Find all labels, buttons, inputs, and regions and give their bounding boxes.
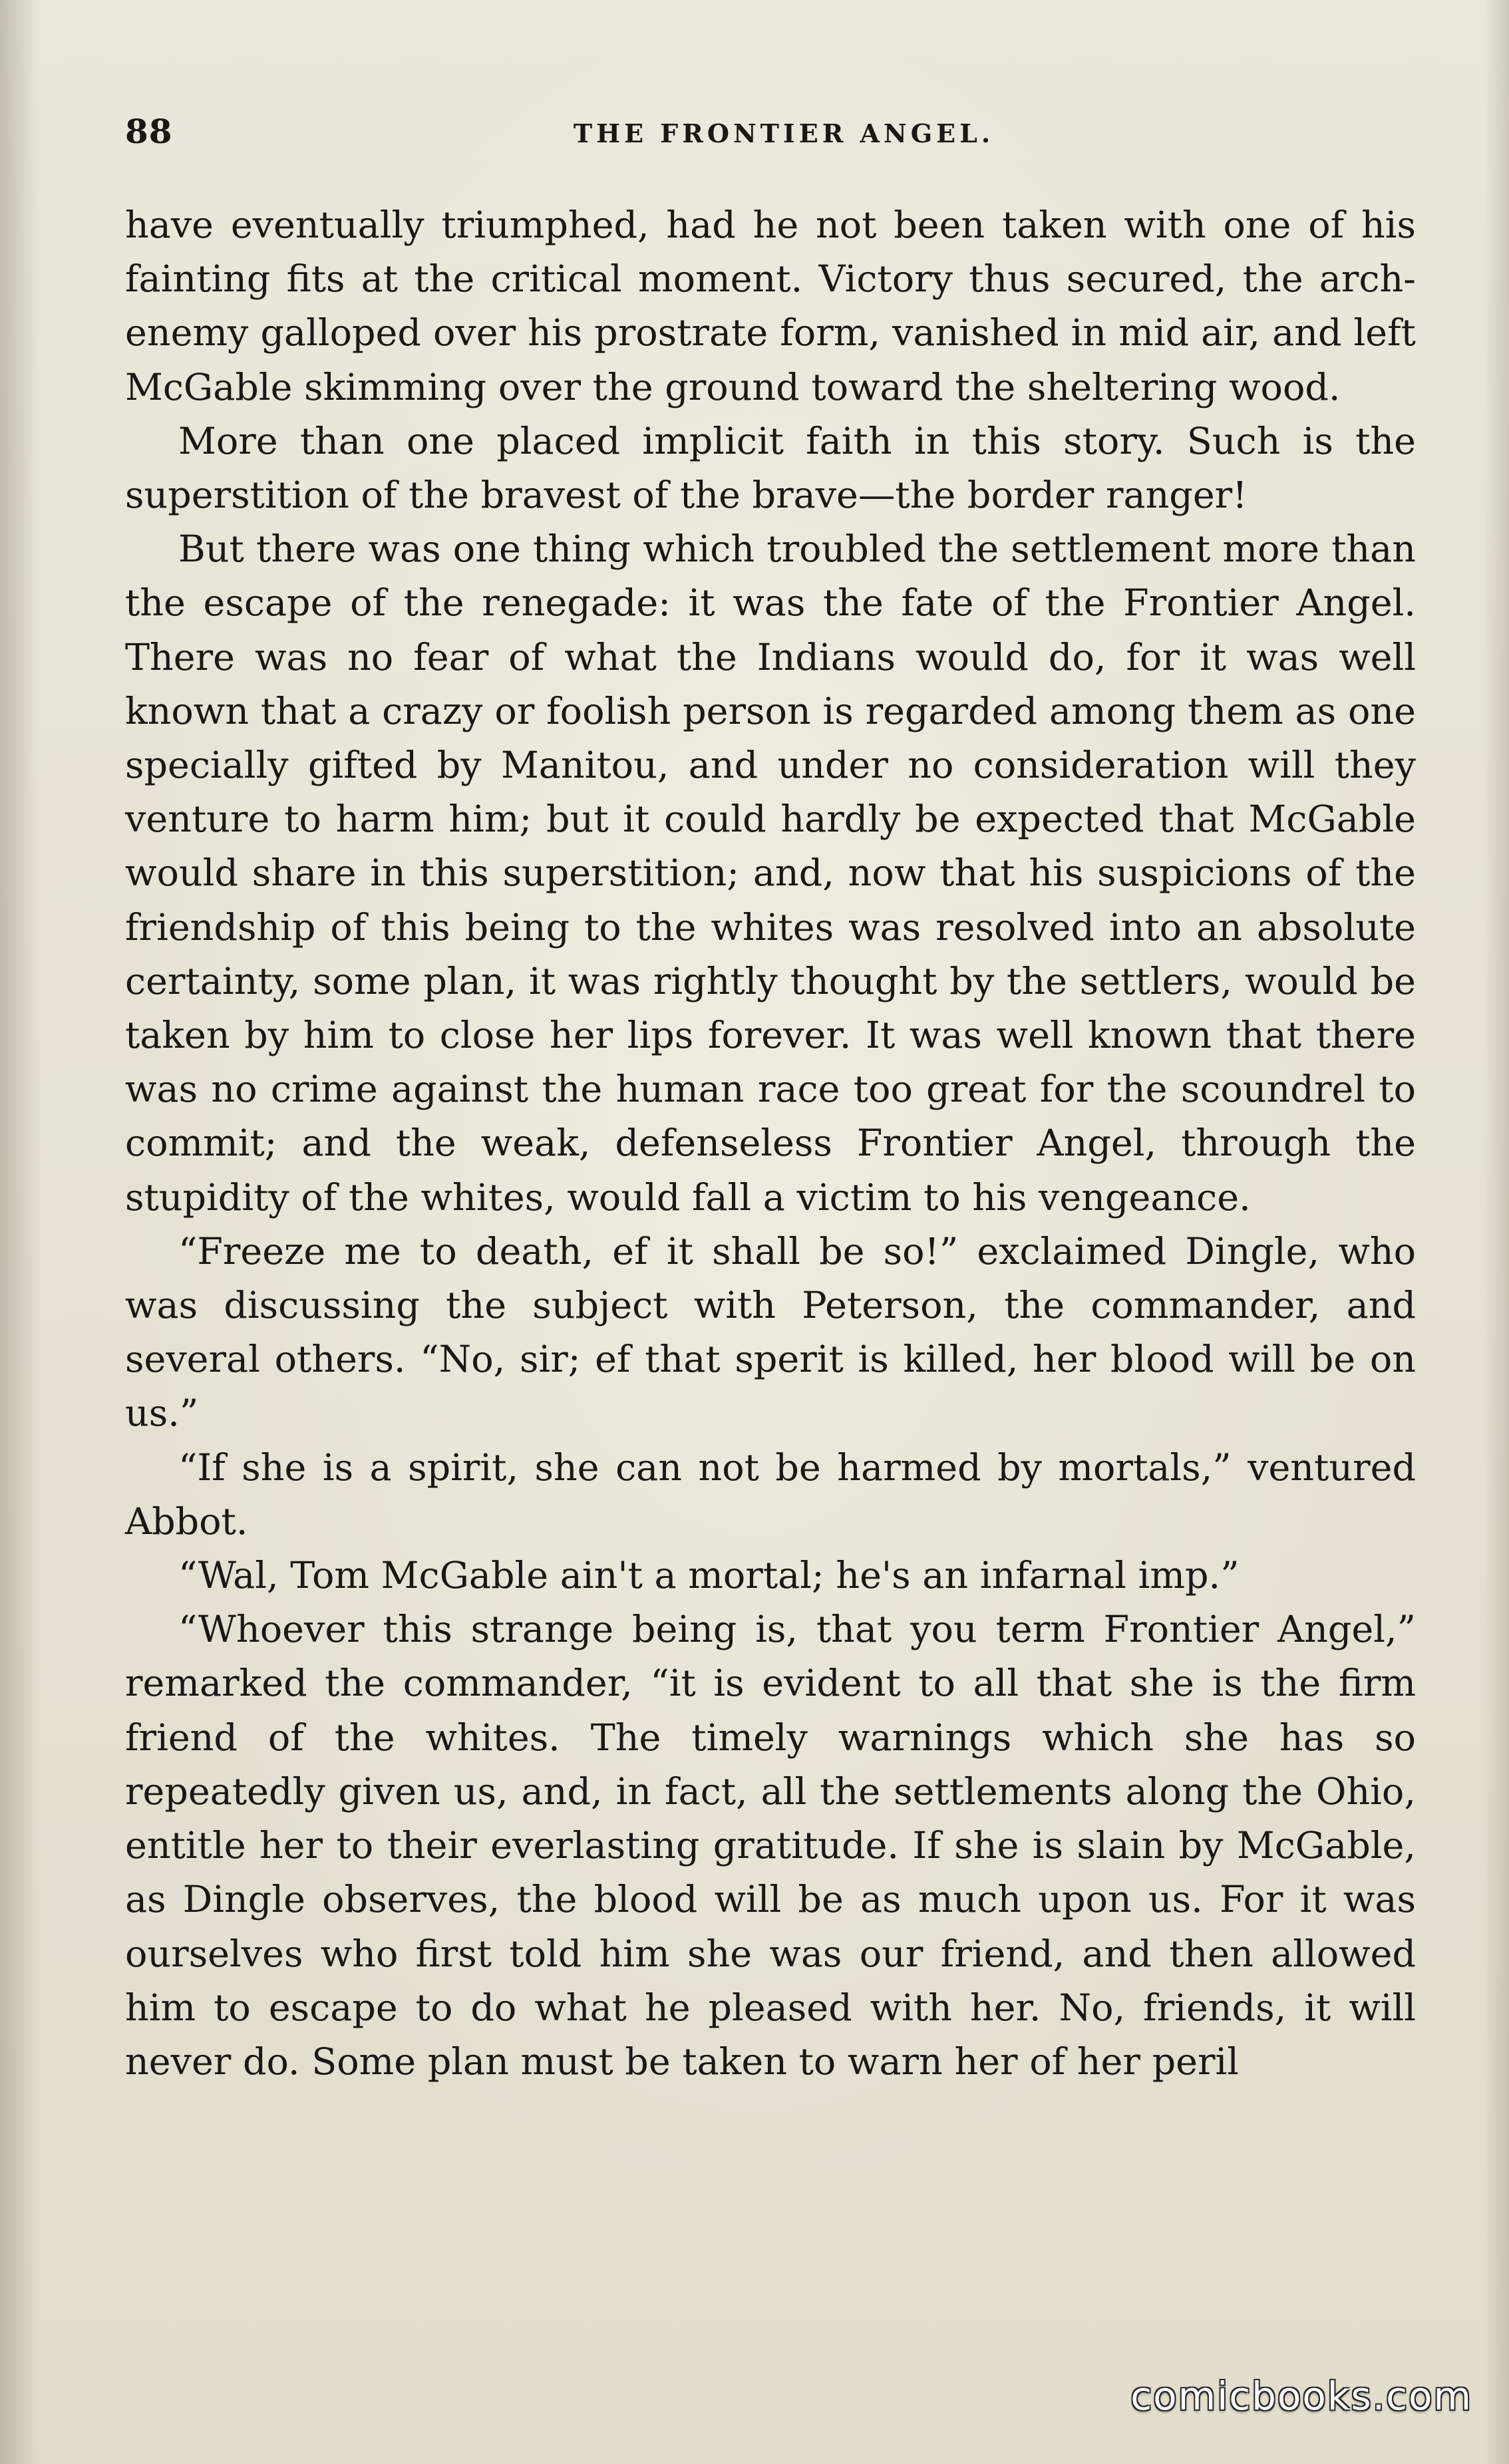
page-number: 88 <box>125 112 173 151</box>
page-header <box>125 112 1416 158</box>
paragraph: “If she is a spirit, she can not be harmed by mortals,” ventured Abbot. <box>125 1446 1416 1543</box>
paragraph: “Freeze me to death, ef it shall be so!” exclaimed Dingle, who was discussing the subject with Peterson, the commander, and several others. “No, sir; ef that sperit is killed, her blood will be on us.” <box>125 1229 1416 1436</box>
paragraph: More than one placed implicit faith in this story. Such is the superstition of the bravest of the brave—the border ranger! <box>125 419 1416 518</box>
watermark-logo: comicbooks.com <box>1130 2374 1472 2419</box>
paragraph: have eventually triumphed, had he not been taken with one of his fainting fits at the critical moment. Victory thus secured, the arch-enemy galloped over his prostrate form, vanished in mid air, and left McGable skimming over the ground toward the sheltering wood. <box>125 204 1416 409</box>
paragraph: “Whoever this strange being is, that you term Frontier Angel,” remarked the commander, “it is evident to all that she is the firm friend of the whites. The timely warnings which she has so repeatedly given us, and, in fact, all the settlements along the Ohio, entitle her to their everlasting gratitude. If she is slain by McGable, as Dingle observes, the blood will be as much upon us. For it was ourselves who first told him she was our friend, and then allowed him to escape to do what he pleased with her. No, friends, it will never do. Some plan must be taken to warn her of her peril <box>125 1608 1416 2083</box>
running-head: THE FRONTIER ANGEL. <box>573 118 995 148</box>
paragraph: But there was one thing which troubled the settlement more than the escape of the renegade: it was the fate of the Frontier Angel. There was no fear of what the Indians would do, for it was well known that a crazy or foolish person is regarded among them as one specially gifted by Manitou, and under no consideration will they venture to harm him; but it could hardly be expected that McGable would share in this superstition; and, now that his suspicions of the friendship of this being to the whites was resolved into an absolute certainty, some plan, it was rightly thought by the settlers, would be taken by him to close her lips forever. It was well known that there was no crime against the human race too great for the scoundrel to commit; and the weak, defenseless Frontier Angel, through the stupidity of the whites, would fall a victim to his vengeance. <box>125 528 1416 1219</box>
paragraph: “Wal, Tom McGable ain't a mortal; he's an infarnal imp.” <box>178 1554 1240 1598</box>
body-text <box>125 198 1416 2089</box>
